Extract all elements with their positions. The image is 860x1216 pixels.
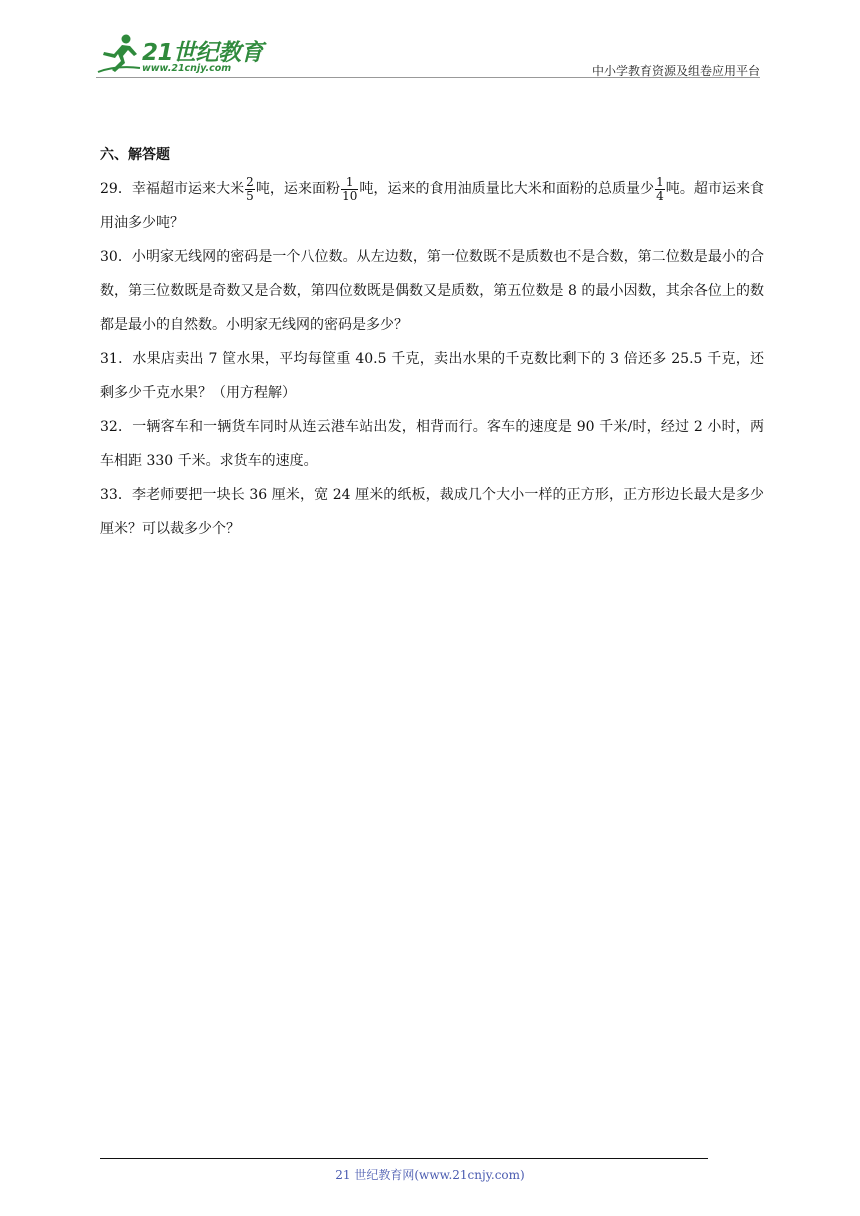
fraction-numerator: 2 [246,174,254,189]
site-logo [96,32,266,76]
fraction-numerator: 1 [341,176,358,190]
question-31: 31．水果店卖出 7 筐水果，平均每筐重 40.5 千克，卖出水果的千克数比剩下的 3 倍还多 25.5 千克，还剩多少千克水果？（用方程解） [100,351,764,401]
q29-text-3: 吨，运来的食用油质量比大米和面粉的总质量少 [359,181,655,197]
fraction-numerator: 1 [656,174,664,189]
question-33: 33．李老师要把一块长 36 厘米，宽 24 厘米的纸板，裁成几个大小一样的正方形，正方形边长最大是多少厘米？可以裁多少个？ [100,487,764,537]
runner-logo-icon [96,32,142,76]
fraction-one-tenth [341,176,358,203]
header-divider [96,77,760,78]
fraction-denominator: 4 [656,188,664,203]
question-30: 30．小明家无线网的密码是一个八位数。从左边数，第一位数既不是质数也不是合数，第二位数是最小的合数，第三位数既是奇数又是合数，第四位数既是偶数又是质数，第五位数是 8 的最小因数，其余各位上的数都是最小的自然数。小明家无线网的密码是多少？ [100,249,764,333]
document-body [100,144,764,546]
section-title: 六、解答题 [100,147,170,163]
q29-text-2: 吨，运来面粉 [255,181,341,197]
page-header [96,30,760,80]
footer-text: 21 世纪教育网(www.21cnjy.com) [335,1168,525,1182]
logo-url: www.21cnjy.com [142,63,232,74]
fraction-one-quarter [655,176,665,203]
fraction-two-fifths [245,176,255,203]
platform-name: 中小学教育资源及组卷应用平台 [591,64,760,78]
fraction-denominator: 5 [246,188,254,203]
logo-text: 21世纪教育 [142,40,264,66]
question-29 [100,172,764,240]
footer-divider [100,1158,708,1159]
fraction-denominator: 10 [342,188,358,203]
q29-text-4: 吨。超市运来食用油多少吨？ [100,181,765,231]
question-32: 32．一辆客车和一辆货车同时从连云港车站出发，相背而行。客车的速度是 90 千米/时，经过 2 小时，两车相距 330 千米。求货车的速度。 [100,419,764,469]
q29-text-1: 29．幸福超市运来大米 [100,181,245,197]
